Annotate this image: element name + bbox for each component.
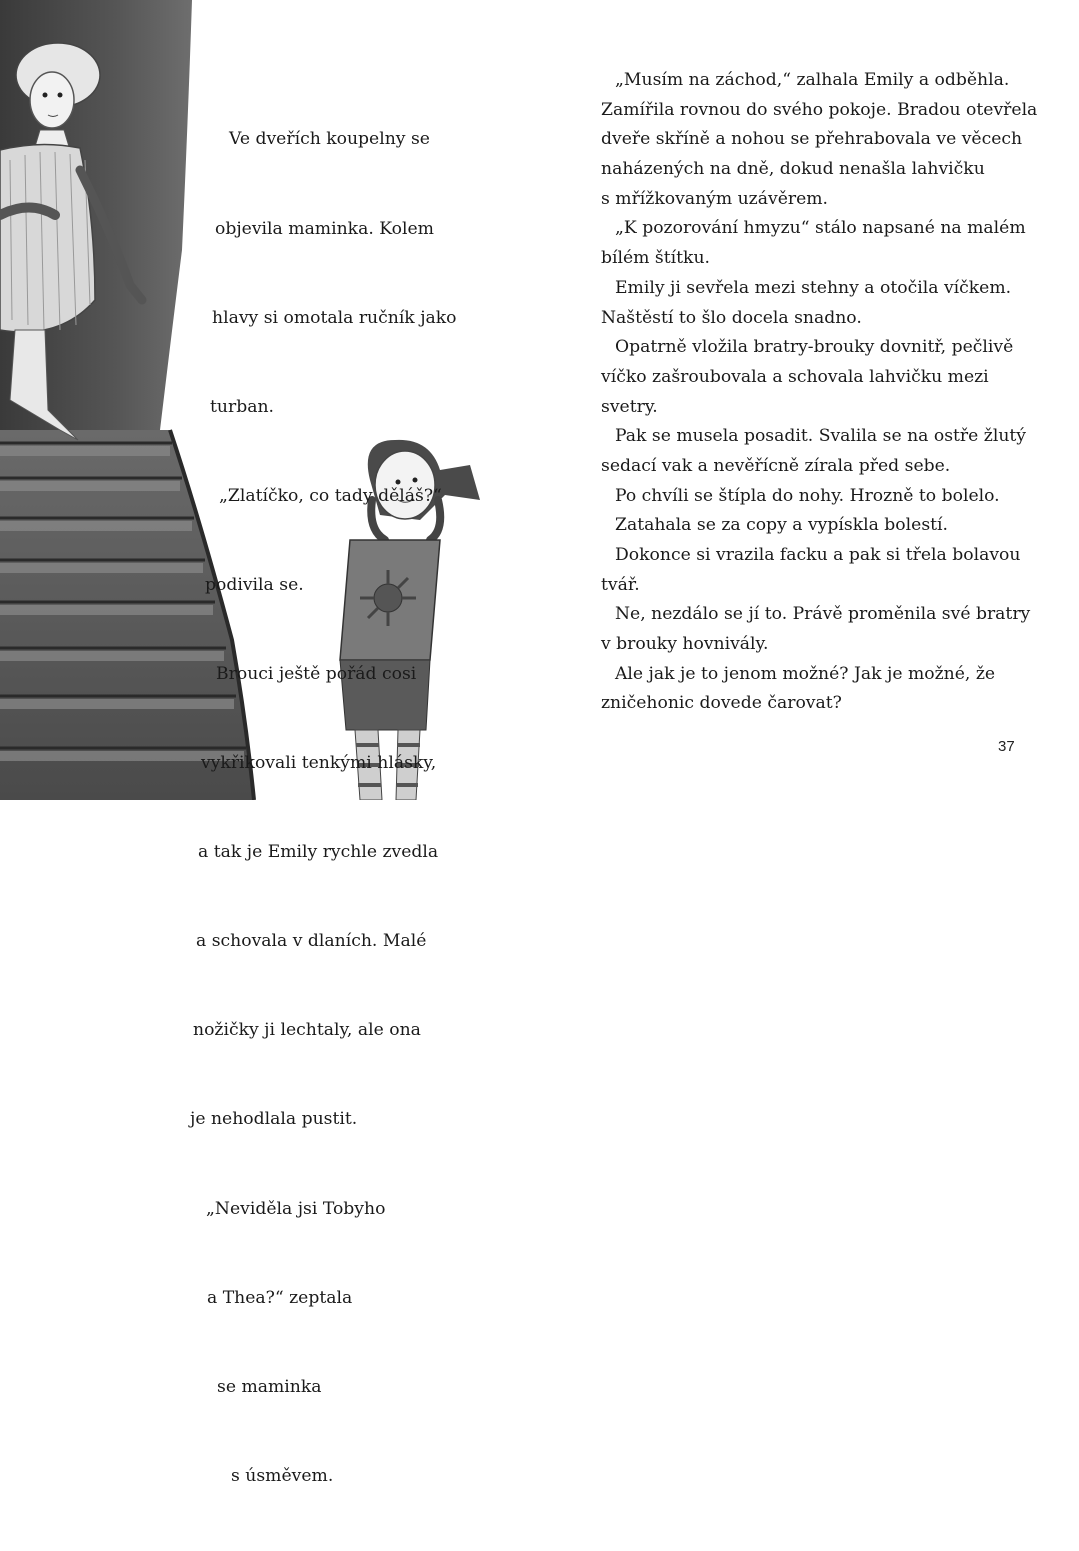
right-line: dveře skříně a nohou se přehrabovala ve věcech [601, 129, 1023, 150]
left-line: a Thea?“ zeptala [207, 1287, 353, 1308]
left-line: vykřikovali tenkými hlásky, [201, 753, 437, 774]
left-line: Ve dveřích koupelny se [229, 129, 430, 150]
left-line: turban. [210, 396, 274, 417]
left-line: objevila maminka. Kolem [215, 218, 434, 239]
right-line: s mřížkovaným uzávěrem. [601, 188, 829, 209]
left-line: podivila se. [205, 574, 304, 595]
left-line: se maminka [217, 1376, 322, 1397]
right-line: v brouky hovnivály. [601, 634, 769, 655]
right-line: Ale jak je to jenom možné? Jak je možné, že [615, 663, 996, 684]
left-line: a schovala v dlaních. Malé [196, 931, 427, 952]
right-line: Ne, nezdálo se jí to. Právě proměnila své bratry [615, 604, 1031, 625]
right-text-block [601, 66, 1041, 719]
right-line: „Musím na záchod,“ zalhala Emily a odběhla. [615, 70, 1010, 90]
left-line: je nehodlala pustit. [190, 1109, 358, 1130]
left-line: hlavy si omotala ručník jako [212, 307, 457, 328]
right-line: zničehonic dovede čarovat? [601, 693, 842, 714]
page-number: 37 [998, 738, 1015, 755]
right-line: Opatrně vložila bratry-brouky dovnitř, pečlivě [615, 337, 1014, 358]
left-text-block [0, 66, 460, 1551]
right-line: sedací vak a nevěřícně zírala před sebe. [601, 455, 951, 476]
left-line: Brouci ještě pořád cosi [216, 663, 417, 684]
left-line: „Neviděla jsi Tobyho [206, 1198, 386, 1219]
right-line: Dokonce si vrazila facku a pak si třela bolavou [615, 545, 1021, 565]
right-line: Po chvíli se štípla do nohy. Hrozně to bolelo. [615, 485, 1000, 506]
right-line: bílém štítku. [601, 248, 711, 269]
right-line: svetry. [601, 396, 658, 417]
right-line: tvář. [601, 574, 640, 595]
left-line: s úsměvem. [231, 1465, 334, 1486]
right-line: víčko zašroubovala a schovala lahvičku mezi [601, 366, 989, 387]
left-line: a tak je Emily rychle zvedla [198, 842, 439, 863]
right-line: naházených na dně, dokud nenašla lahvičku [601, 159, 985, 180]
left-line: „Zlatíčko, co tady děláš?“ [219, 485, 442, 506]
right-line: Naštěstí to šlo docela snadno. [601, 307, 862, 328]
right-line: Zatahala se za copy a vypískla bolestí. [615, 515, 949, 536]
right-line: Emily ji sevřela mezi stehny a otočila víčkem. [615, 277, 1012, 298]
left-line: nožičky ji lechtaly, ale ona [193, 1020, 421, 1041]
right-line: Pak se musela posadit. Svalila se na ostře žlutý [615, 426, 1027, 447]
right-line: „K pozorování hmyzu“ stálo napsané na malém [615, 218, 1026, 239]
right-line: Zamířila rovnou do svého pokoje. Bradou otevřela [601, 99, 1038, 120]
